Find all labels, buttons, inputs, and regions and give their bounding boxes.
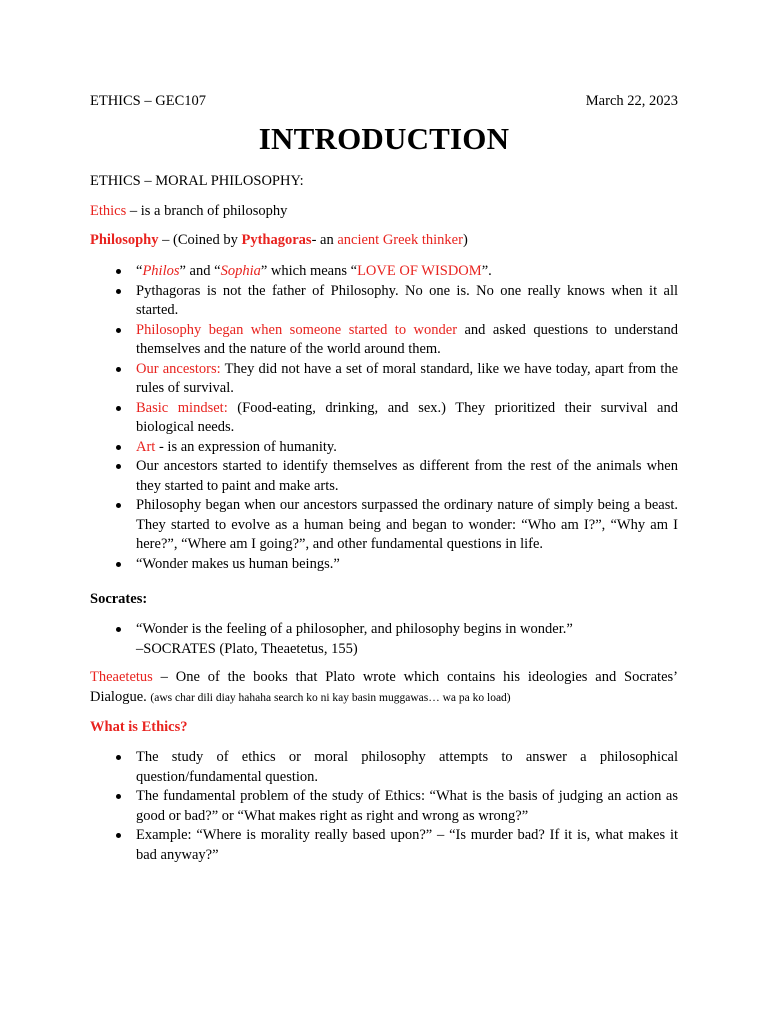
bullet-icon bbox=[116, 503, 121, 508]
bullet-icon bbox=[116, 794, 121, 799]
bullet-text: Example: “Where is morality really based upon?” – “Is murder bad? If it is, what makes it bad anyway?” bbox=[136, 827, 678, 863]
bullet-icon bbox=[116, 367, 121, 372]
socrates-quote: “Wonder is the feeling of a philosopher, and philosophy begins in wonder.” bbox=[136, 621, 573, 637]
highlight-text: Basic mindset: bbox=[136, 399, 228, 416]
bullet-text: and asked questions to understand themselves and the nature of the world around them. bbox=[136, 321, 678, 357]
document-date: March 22, 2023 bbox=[585, 93, 678, 109]
theaetetus-text: – One of the books that Plato wrote which contains his ideologies and Socrates’ Dialogue. bbox=[90, 669, 678, 705]
which-means-text: ” which means “ bbox=[260, 263, 358, 279]
highlight-text: Our ancestors: bbox=[136, 360, 221, 377]
quote-open: “ bbox=[136, 263, 143, 279]
highlight-text: Art bbox=[136, 438, 156, 455]
document-header bbox=[90, 93, 678, 113]
bullet-text: “Wonder makes us human beings.” bbox=[136, 555, 340, 572]
theaetetus-term: Theaetetus bbox=[90, 669, 153, 685]
philosophy-text-1: – (Coined by bbox=[158, 232, 242, 248]
bullet-text: The study of ethics or moral philosophy attempts to answer a philosophical question/fundamental question. bbox=[136, 749, 678, 785]
bullet-icon bbox=[116, 562, 121, 567]
philosophy-bullet-list bbox=[90, 262, 678, 574]
list-item bbox=[90, 360, 678, 399]
list-item bbox=[90, 787, 678, 826]
bullet-text: Our ancestors started to identify themselves as different from the rest of the animals when they started to paint and make arts. bbox=[136, 458, 678, 494]
list-item bbox=[90, 438, 678, 458]
list-item bbox=[90, 620, 678, 640]
bullet-icon bbox=[116, 269, 121, 274]
ancient-greek-thinker: ancient Greek thinker bbox=[337, 232, 463, 248]
bullet-icon bbox=[116, 833, 121, 838]
philosophy-text-2: - an bbox=[311, 232, 338, 248]
what-is-ethics-heading: What is Ethics? bbox=[90, 719, 188, 735]
bullet-icon bbox=[116, 627, 121, 632]
bullet-icon bbox=[116, 328, 121, 333]
list-item bbox=[90, 457, 678, 496]
ethics-bullet-list bbox=[90, 748, 678, 865]
section-subtitle: ETHICS – MORAL PHILOSOPHY: bbox=[90, 173, 304, 189]
list-item bbox=[90, 399, 678, 438]
bullet-icon bbox=[116, 406, 121, 411]
philosophy-term: Philosophy bbox=[90, 232, 159, 248]
bullet-icon bbox=[116, 445, 121, 450]
bullet-text: The fundamental problem of the study of Ethics: “What is the basis of judging an action as good or bad?” or “What makes right as right and wrong as wrong?” bbox=[136, 788, 678, 824]
page-title: INTRODUCTION bbox=[258, 121, 510, 156]
bullet-text: Pythagoras is not the father of Philosophy. No one is. No one really knows when it all started. bbox=[136, 282, 678, 318]
ethics-definition-text: – is a branch of philosophy bbox=[126, 203, 288, 219]
bullet-text: - is an expression of humanity. bbox=[155, 438, 337, 455]
list-item bbox=[90, 282, 678, 321]
love-of-wisdom: LOVE OF WISDOM bbox=[357, 263, 482, 279]
list-item bbox=[90, 262, 678, 282]
pythagoras-name: Pythagoras bbox=[241, 232, 312, 248]
bullet-text: They did not have a set of moral standard, like we have today, apart from the rules of survival. bbox=[136, 360, 679, 396]
theaetetus-note: (aws char dili diay hahaha search ko ni kay basin muggawas… wa pa ko load) bbox=[150, 691, 511, 704]
ethics-definition bbox=[90, 202, 678, 222]
bullet-text: (Food-eating, drinking, and sex.) They prioritized their survival and biological needs. bbox=[136, 399, 678, 435]
socrates-heading: Socrates: bbox=[90, 591, 148, 607]
philos-word: Philos bbox=[142, 263, 180, 279]
quote-close: ”. bbox=[481, 263, 492, 279]
highlight-text: Philosophy began when someone started to wonder bbox=[136, 321, 458, 338]
bullet-icon bbox=[116, 464, 121, 469]
sophia-word: Sophia bbox=[220, 263, 261, 279]
list-item bbox=[90, 496, 678, 555]
list-item bbox=[90, 321, 678, 360]
bullet-text: Philosophy began when our ancestors surpassed the ordinary nature of simply being a beast. They started to evolve as a human being and began to wonder: “Who am I?”, “Why am I here?”, “Where am I going?”, and other fundamental questions in life. bbox=[136, 497, 678, 552]
theaetetus-definition bbox=[90, 668, 678, 708]
list-item bbox=[90, 826, 678, 865]
course-code: ETHICS – GEC107 bbox=[90, 93, 206, 109]
list-item bbox=[90, 748, 678, 787]
socrates-bullet-list bbox=[90, 620, 678, 659]
ethics-term: Ethics bbox=[90, 203, 127, 219]
philosophy-text-3: ) bbox=[462, 232, 468, 248]
list-item bbox=[90, 555, 678, 575]
socrates-citation: –SOCRATES (Plato, Theaetetus, 155) bbox=[136, 640, 358, 657]
bullet-icon bbox=[116, 755, 121, 760]
and-text: ” and “ bbox=[179, 263, 221, 279]
list-item bbox=[90, 640, 678, 660]
philosophy-definition bbox=[90, 231, 678, 251]
bullet-icon bbox=[116, 289, 121, 294]
